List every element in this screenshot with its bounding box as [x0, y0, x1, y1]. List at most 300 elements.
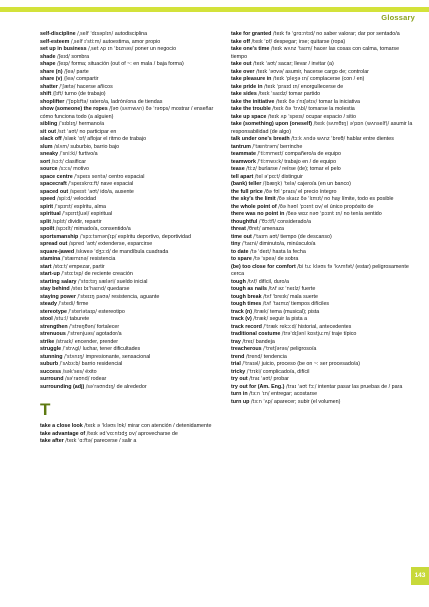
entry-definition: empezar, partir [69, 263, 105, 270]
entry-pronunciation: /straɪk/ [55, 338, 74, 345]
entry-pronunciation: /ðə həʊl ˈpɔɪnt ɒv/ [278, 203, 323, 210]
glossary-entry [231, 84, 413, 92]
entry-pronunciation: /səˈraʊndɪŋ/ [85, 383, 116, 390]
entry-pronunciation: /tʌf ˈtaɪmz/ [262, 301, 290, 307]
entry-headword: traditional costume [231, 331, 281, 337]
glossary-entry [40, 279, 216, 287]
glossary-entry [40, 174, 216, 182]
entry-pronunciation: /ˈtaɪni/ [242, 241, 258, 247]
entry-definition: tiempo (de descanso) [280, 233, 332, 240]
entry-pronunciation: /spɔɪlt/ [55, 226, 73, 232]
entry-pronunciation: /treɪ/ [242, 338, 255, 345]
entry-definition: autodisciplina [114, 31, 148, 37]
entry-definition: dividir, repartir [68, 218, 102, 225]
entry-headword: spirit [40, 203, 54, 210]
entry-definition: tendencia [263, 353, 287, 360]
glossary-entry [40, 204, 216, 212]
entry-pronunciation: /traɪ ˈaʊt/ [249, 376, 272, 382]
glossary-entry [40, 76, 216, 84]
entry-pronunciation: /speɪst ˈaʊt/ [69, 188, 99, 195]
entry-headword: tray [231, 338, 241, 345]
entry-headword: space centre [40, 173, 73, 180]
entry-pronunciation: /ˈstæmɪnə/ [61, 256, 89, 262]
entry-headword: stamina [40, 256, 61, 262]
entry-headword: staying power [40, 293, 76, 300]
entry-headword: tough [231, 278, 246, 285]
glossary-entry [40, 241, 216, 249]
glossary-entry [231, 106, 413, 114]
entry-pronunciation: /ˈtrɪki/ [246, 368, 262, 375]
entry-headword: stunning [40, 353, 63, 360]
entry-headword: success [40, 368, 62, 375]
entry-definition: distinguir [281, 173, 303, 180]
entry-pronunciation: /ˈʃætə/ [59, 83, 76, 90]
entry-headword: suburb [40, 361, 59, 367]
entry-definition: rodear [90, 376, 107, 382]
entry-headword: stereotype [40, 308, 68, 315]
entry-headword: strengthen [40, 323, 68, 330]
glossary-entry [231, 114, 413, 122]
entry-pronunciation: /ʃeɪd/ [56, 53, 70, 60]
entry-headword: stool [40, 316, 53, 322]
entry-definition: historial, antecedentes [297, 323, 352, 330]
glossary-entry [40, 301, 216, 309]
glossary-entry [231, 174, 413, 182]
glossary-entry [40, 438, 216, 446]
entry-definition: tomar la iniciativa [318, 98, 360, 105]
entry-headword: take advantage of [40, 430, 86, 437]
entry-headword: sneaky [40, 151, 59, 157]
glossary-entry [40, 106, 216, 121]
entry-headword: spread out [40, 241, 68, 247]
entry-pronunciation: /ˈstʌnɪŋ/ [64, 353, 85, 360]
entry-definition: aprovecharse de [138, 430, 178, 437]
entries-t [40, 423, 216, 446]
entry-pronunciation: /sɔːs/ [59, 166, 72, 172]
entry-definition: traje típico [331, 331, 357, 337]
entry-pronunciation: /ˈstrʌɡl/ [62, 346, 82, 352]
entry-definition: sombra [71, 53, 90, 60]
entry-headword: strike [40, 338, 55, 345]
entry-headword: take one's time [231, 46, 270, 52]
glossary-entry [231, 46, 413, 61]
entry-headword: sort [40, 158, 51, 165]
entry-pronunciation: /ˈsteriətaɪp/ [68, 308, 97, 315]
left-column [40, 31, 216, 446]
entry-pronunciation: /teɪk ˈɒf/ [251, 38, 273, 45]
entry-pronunciation: /teɪk ə ˈkləʊs lʊk/ [84, 423, 127, 429]
glossary-entry [231, 31, 413, 39]
entry-headword: take a close look [40, 423, 83, 429]
glossary-entry [231, 61, 413, 69]
glossary-entry [40, 84, 216, 92]
glossary-entry [40, 166, 216, 174]
entry-pronunciation: /stuːl/ [54, 316, 69, 322]
entry-pronunciation: /ˈspɪrɪt/ [54, 203, 73, 210]
entry-pronunciation: /ˌself ɪˈstiːm/ [70, 38, 102, 45]
glossary-entry [231, 369, 413, 377]
glossary-entry [40, 151, 216, 159]
entry-pronunciation: /teɪk (sʌmθɪŋ) əˈpɒn (wʌnself)/ [313, 121, 390, 127]
entry-pronunciation: /ðeə wɒz nəʊ ˈpɔɪnt ɪn/ [285, 211, 343, 217]
page-number: 143 [411, 567, 429, 585]
entry-pronunciation: /ðə fʊl ˈpraɪs/ [264, 188, 297, 195]
glossary-entry [40, 91, 216, 99]
glossary-entry [40, 423, 216, 431]
entry-headword: (bank) teller [231, 181, 262, 187]
entry-pronunciation: /tel əˈpɑːt/ [254, 173, 281, 180]
entry-pronunciation: /træk/ [253, 308, 269, 315]
glossary-entry [231, 144, 413, 152]
entry-definition: espíritu, alma [73, 203, 107, 210]
entry-definition: ocupar espacio / sitio [305, 113, 356, 120]
entry-definition: aparecer; subir (el volumen) [273, 398, 341, 405]
entry-pronunciation: /tə ˈspeə/ [253, 256, 277, 262]
glossary-entry [231, 39, 413, 47]
entry-pronunciation: /teɪk ˈəʊvə/ [255, 68, 284, 75]
glossary-entry [231, 361, 413, 369]
entry-definition: asumir, hacerse cargo de; controlar [285, 68, 369, 75]
glossary-entry [40, 354, 216, 362]
entry-definition: enorgullecerse de [300, 83, 344, 90]
entry-definition: encender, prender [74, 338, 119, 345]
entry-headword: take up space [231, 113, 267, 120]
glossary-entry [40, 189, 216, 197]
glossary-entry [40, 316, 216, 324]
entry-headword: take (something) upon (oneself) [231, 121, 313, 127]
entry-definition: barrio residencial [81, 361, 123, 367]
entry-definition: parte [76, 68, 89, 75]
entry-definition: no participar en [79, 128, 117, 135]
glossary-entry [40, 196, 216, 204]
entry-headword: the sky's the limit [231, 196, 276, 202]
entry-pronunciation: /teɪk ˈpleʒə ɪn/ [272, 76, 309, 82]
entry-headword: take pride in [231, 83, 263, 90]
entry-headword: take the trouble [231, 106, 271, 112]
glossary-entry [40, 286, 216, 294]
glossary-entry [40, 211, 216, 219]
entry-headword: track (n) [231, 308, 253, 315]
entry-headword: tease [231, 166, 245, 172]
entry-headword: share (n) [40, 68, 63, 75]
glossary-entry [231, 196, 413, 204]
entry-pronunciation: /tɔːk ʌndə wʌnz ˈbreθ/ [291, 136, 346, 142]
entry-headword: show (someone) the ropes [40, 106, 108, 112]
entry-headword: track record [231, 323, 262, 330]
entry-pronunciation: /ˈstedi/ [58, 301, 76, 307]
entry-headword: to spare [231, 256, 252, 262]
entry-pronunciation: /spiːd/ [56, 196, 73, 202]
entry-headword: shatter [40, 83, 58, 90]
header-accent-bar [0, 7, 429, 12]
entry-headword: spoilt [40, 226, 55, 232]
entry-definition: firme [76, 301, 89, 307]
entry-definition: fortalecer [96, 323, 120, 330]
entry-headword: turn in [231, 391, 248, 397]
entry-pronunciation: /teɪk wʌnz ˈtaɪm/ [270, 46, 313, 52]
entry-headword: shift [40, 91, 52, 97]
section-letter-t: T [40, 400, 51, 419]
entry-definition: tiempos difíciles [291, 301, 330, 307]
entry-definition: taburete [69, 316, 90, 322]
entry-definition: clasificar [65, 158, 87, 165]
entries-t-continued [231, 31, 413, 406]
entry-definition: tema (musical); pista [269, 308, 320, 315]
glossary-entry [40, 369, 216, 377]
entry-pronunciation: /ʃeə/ [64, 68, 76, 75]
entry-headword: strenuous [40, 331, 66, 337]
glossary-entry [40, 159, 216, 167]
glossary-entry [231, 204, 413, 212]
glossary-entry [40, 31, 216, 39]
glossary-entry [40, 69, 216, 77]
entry-headword: thoughtful [231, 218, 258, 225]
entry-definition: compañero/a de equipo [284, 151, 341, 157]
entry-definition: velocidad [73, 196, 97, 202]
glossary-entry [40, 361, 216, 369]
glossary-entry [40, 376, 216, 384]
entry-headword: tiny [231, 241, 241, 247]
entry-headword: take off [231, 38, 251, 45]
entry-pronunciation: /teɪk fə ˈɡrɑːntɪd/ [272, 31, 315, 37]
glossary-entry [40, 324, 216, 332]
entry-pronunciation: /tə ˈdeɪt/ [250, 248, 272, 255]
entry-definition: trabajo en / de equipo [284, 158, 337, 165]
entry-definition: estereotipo [98, 308, 125, 315]
entry-headword: trend [231, 353, 245, 360]
entry-pronunciation: /traɪ ˈaʊt fɔː/ [285, 383, 317, 390]
glossary-entry [40, 226, 216, 234]
entry-definition: luchar, tener dificultades [82, 346, 141, 352]
entry-headword: split [40, 218, 51, 225]
glossary-entry [231, 136, 413, 144]
glossary-entry [40, 309, 216, 317]
glossary-entry [231, 316, 413, 324]
entry-headword: share (v) [40, 76, 63, 82]
entry-headword: time out [231, 233, 252, 240]
entry-pronunciation: /ˈtæntrəm/ [252, 143, 279, 150]
entry-definition: cajero/a (en un banco) [297, 181, 351, 187]
entry-headword: spaced out [40, 188, 69, 195]
glossary-entry [231, 346, 413, 354]
entry-definition: sueldo inicial [116, 278, 148, 285]
glossary-entry [40, 249, 216, 257]
entry-definition: difícil, duro/a [258, 278, 289, 285]
glossary-entry [231, 91, 413, 99]
entry-pronunciation: /ˈtraɪəl/ [242, 361, 261, 367]
entry-definition: espiritual [90, 211, 113, 217]
entry-pronunciation: /ʃəʊ (sʌmwʌn) ðə ˈrəʊps/ [109, 106, 170, 112]
entry-headword: try out [231, 376, 248, 382]
entry-headword: self-esteem [40, 38, 70, 45]
entry-headword: stay behind [40, 286, 70, 292]
entry-definition: el precio íntegro [298, 188, 337, 195]
entry-pronunciation: /teɪk ˈɑːftə/ [65, 438, 93, 444]
entry-pronunciation: /sɪt ˈaʊt/ [57, 128, 78, 135]
entry-definition: nave espacial [100, 181, 134, 187]
entry-headword: surrounding (adj) [40, 383, 85, 390]
entry-pronunciation: /bi tuː kləʊs fə ˈkʌmfət/ [297, 263, 354, 270]
entry-pronunciation: /ˈtiːmmeɪt/ [257, 151, 284, 157]
entry-definition: hermano/a [78, 121, 105, 127]
entry-headword: struggle [40, 346, 62, 352]
entry-headword: try out for (Am. Eng.) [231, 383, 285, 390]
entry-pronunciation: /ˈtræk rekɔːd/ [263, 323, 297, 330]
glossary-entry [40, 431, 216, 439]
entry-pronunciation: /ˈsʌbɜːb/ [59, 361, 81, 367]
glossary-entry [231, 211, 413, 219]
glossary-entry [40, 331, 216, 339]
glossary-entry [40, 264, 216, 272]
entry-pronunciation: /ˈtretʃərəs/ [263, 346, 289, 352]
entry-pronunciation: /trəˈdɪʃənl kɒstjuːm/ [281, 331, 331, 337]
entry-headword: square-jawed [40, 248, 75, 255]
entry-headword: tough break [231, 293, 262, 300]
entry-headword: take for granted [231, 31, 272, 37]
entry-definition: juicio, proceso (be on ~: ser procesado/a) [261, 361, 361, 367]
entry-definition: hacer las cosas con calma, tomarse tiempo [231, 46, 400, 60]
entry-headword: shoplifter [40, 98, 65, 105]
entry-pronunciation: /ˈspɪrɪtʃuəl/ [62, 211, 90, 217]
glossary-entry [231, 391, 413, 399]
glossary-entry [40, 234, 216, 242]
entry-pronunciation: /tʌf/ [247, 278, 258, 285]
glossary-entry [40, 271, 216, 279]
glossary-entry [231, 256, 413, 264]
entry-headword: to date [231, 248, 249, 255]
entry-pronunciation: /ˈθɔːtfl/ [258, 218, 276, 225]
entry-headword: trial [231, 361, 241, 367]
entry-definition: no hay límite, todo es posible [324, 196, 394, 202]
entry-headword: sportsmanship [40, 233, 79, 240]
entry-definition: bandeja [255, 338, 275, 345]
entry-pronunciation: /ˈstɑːtʌp/ [61, 271, 84, 277]
entry-definition: de alrededor [116, 383, 147, 390]
entry-headword: take out [231, 61, 252, 67]
entry-definition: de reciente creación [84, 271, 133, 277]
entry-pronunciation: /ˈstreŋθən/ [69, 323, 96, 330]
entry-pronunciation: /tiːz/ [246, 166, 257, 172]
entry-definition: peligroso/a [290, 346, 317, 352]
entry-definition: agotador/a [95, 331, 122, 337]
entry-definition: motivo [73, 166, 90, 172]
entry-headword: spacecraft [40, 181, 67, 187]
entry-definition: poner un negocio [134, 46, 177, 52]
entry-headword: talk under one's breath [231, 136, 290, 142]
entry-headword: sit out [40, 128, 57, 135]
entry-definition: complicado/a, difícil [262, 368, 310, 375]
entry-pronunciation: /ˈspeɪs sentə/ [74, 173, 107, 180]
glossary-entry [231, 121, 413, 136]
entry-headword: take after [40, 438, 64, 444]
entry-definition: de mandíbula cuadrada [112, 248, 169, 255]
entry-pronunciation: /teɪk ðə ˈtrʌbl/ [272, 106, 307, 112]
entry-pronunciation: /ˈsteɪɪŋ paʊə/ [77, 293, 110, 300]
entry-pronunciation: /ˌset ʌp ɪn ˈbɪznəs/ [88, 46, 134, 52]
entry-headword: spiritual [40, 211, 61, 217]
entry-definition: hablar entre dientes [346, 136, 394, 142]
entry-headword: tough as nails [231, 286, 267, 292]
entry-headword: speed [40, 196, 56, 202]
entry-definition: sacar; llevar / invitar (a) [278, 61, 334, 67]
entry-headword: the full price [231, 188, 263, 195]
entry-pronunciation: /tʌf əz ˈneɪlz/ [268, 286, 301, 292]
entry-pronunciation: /tɜːn ˈʌp/ [250, 398, 273, 405]
glossary-entry [231, 339, 413, 347]
glossary-entry [40, 384, 216, 392]
glossary-entry [231, 264, 413, 279]
entry-definition: parecerse / salir a [93, 438, 137, 444]
entry-pronunciation: /træk/ [253, 316, 269, 322]
entry-pronunciation: /slæk ˈɒf/ [63, 136, 86, 142]
entry-definition: diminuto/a, minúsculo/a [259, 241, 316, 247]
entry-definition: hacerse añicos [76, 83, 113, 90]
entry-pronunciation: /ˈtiːmwɜːk/ [257, 158, 283, 165]
glossary-entry [231, 331, 413, 339]
entry-pronunciation: /ˈtaɪm aʊt/ [253, 233, 279, 240]
entry-pronunciation: /teɪk ədˈvɑːntɪdʒ ɒv/ [86, 430, 137, 437]
glossary-entry [231, 181, 413, 189]
entry-pronunciation: /ʃɪft/ [52, 91, 64, 97]
glossary-entry [231, 249, 413, 257]
entry-headword: track (v) [231, 316, 252, 322]
entry-pronunciation: /slʌm/ [53, 143, 69, 150]
glossary-entry [231, 399, 413, 407]
glossary-entry [231, 151, 413, 159]
entry-pronunciation: /tɜːn ˈɪn/ [249, 391, 270, 397]
glossary-entry [231, 99, 413, 107]
entry-headword: sibling [40, 121, 58, 127]
glossary-entry [231, 309, 413, 317]
entry-definition: furtivo/a [78, 151, 98, 157]
entry-pronunciation: /ˈʃɒplɪftə/ [65, 98, 89, 105]
entry-definition: autoestima, amor propio [102, 38, 161, 45]
entry-pronunciation: /ˈsniːki/ [59, 151, 78, 157]
entry-pronunciation: /splɪt/ [52, 218, 67, 225]
entry-headword: the whole point of [231, 203, 277, 210]
entry-pronunciation: /ˈspɔːtsmənʃɪp/ [79, 233, 117, 240]
glossary-entry [40, 219, 216, 227]
entry-pronunciation: /ˈspeɪskrɑːft/ [68, 181, 100, 187]
entry-definition: no tenía sentido [343, 211, 382, 217]
entry-headword: starting salary [40, 278, 77, 285]
entry-headword: (be) too close for comfort [231, 263, 296, 270]
entry-definition: mostrar / enseñar cómo funciona todo (a alguien) [40, 106, 214, 120]
entry-definition: mala suerte [290, 293, 318, 300]
entry-definition: asumir la responsabilidad (de algo) [231, 121, 413, 135]
entry-headword: turn up [231, 398, 250, 405]
entry-definition: (estar) peligrosamente cerca [231, 263, 409, 277]
entry-pronunciation: /steɪ bɪˈhaɪnd/ [71, 286, 106, 292]
entry-pronunciation: /ˈstɑːtɪŋ sæləri/ [78, 278, 116, 285]
entry-definition: fuerte [301, 286, 316, 292]
entry-definition: el único propósito de [324, 203, 374, 210]
entry-definition: probar [273, 376, 289, 382]
entry-definition: tomar partido [288, 91, 321, 97]
glossary-entry [40, 121, 216, 129]
entry-definition: berrinche [280, 143, 303, 150]
entry-headword: take pleasure in [231, 76, 272, 82]
glossary-entry [40, 54, 216, 62]
entry-headword: take the initiative [231, 98, 275, 105]
entry-pronunciation: /sɔːt/ [51, 158, 64, 165]
entry-definition: complacerse (con / en) [309, 76, 365, 82]
glossary-entry [40, 99, 216, 107]
glossary-entry [231, 69, 413, 77]
glossary-entry [231, 166, 413, 174]
glossary-entry [231, 324, 413, 332]
entry-definition: turno (de trabajo) [64, 91, 106, 97]
